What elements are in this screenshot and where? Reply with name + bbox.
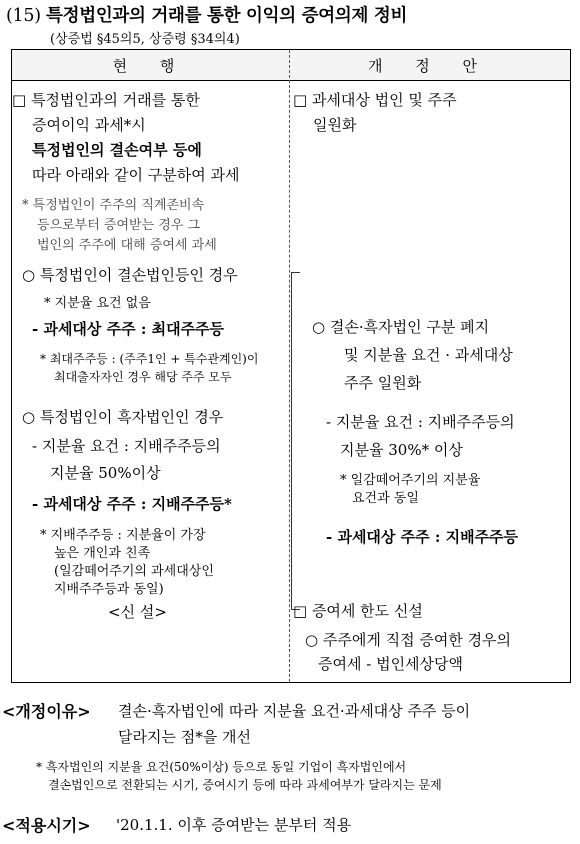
proposed-item-heading: □ 과세대상 법인 및 주주 (293, 91, 457, 109)
reason-label: <개정이유> (2, 702, 91, 721)
proposed-item-line: 주주 일원화 (344, 374, 422, 392)
current-note: 최대출자자인 경우 해당 주주 모두 (54, 370, 232, 384)
current-note: * 지배주주등 : 지분율이 가장 (40, 528, 206, 543)
column-divider (289, 50, 290, 682)
proposed-note: * 일감떼어주기의 지분율 (340, 473, 481, 488)
proposed-item-line: - 과세대상 주주 : 지배주주등 (326, 528, 519, 546)
apply-text: '20.1.1. 이후 증여받는 분부터 적용 (116, 816, 352, 834)
proposed-item-line: 증여세 - 법인세상당액 (318, 655, 464, 673)
proposed-item-line: - 지분율 요건 : 지배주주등의 (326, 413, 515, 431)
reason-footnote: 결손법인으로 전환되는 시기, 증여시기 등에 따라 과세여부가 달라지는 문제 (48, 778, 442, 792)
bracket-line (291, 272, 300, 610)
reason-text: 달라지는 점*을 개선 (118, 728, 251, 746)
proposed-item-line: 및 지분율 요건 · 과세대상 (344, 346, 513, 364)
section-heading: 특정법인과의 거래를 통한 이익의 증여의제 정비 (46, 6, 408, 26)
current-item-line: 증여이익 과세*시 (32, 116, 146, 134)
current-item-line: - 과세대상 주주 : 최대주주등 (32, 320, 225, 338)
proposed-note: 요건과 동일 (352, 491, 419, 506)
current-note: * 지분율 요건 없음 (44, 296, 151, 311)
current-footnote: * 특정법인이 주주의 직계존비속 (22, 198, 205, 213)
current-case-deficit: ○ 특정법인이 결손법인등인 경우 (22, 266, 238, 284)
current-item-line: 지분율 50%이상 (50, 464, 161, 482)
proposed-item-line: 일원화 (313, 116, 357, 134)
current-note: 높은 개인과 친족 (54, 546, 151, 561)
current-item-line: 특정법인의 결손여부 등에 (32, 141, 202, 159)
column-header-proposed: 개 정 안 (367, 57, 491, 75)
current-item-line: 따라 아래와 같이 구분하여 과세 (32, 166, 240, 184)
reason-text: 결손·흑자법인에 따라 지분율 요건·과세대상 주주 등이 (118, 702, 471, 720)
section-subtitle: (상증법 §45의5, 상증령 §34의4) (50, 32, 240, 47)
current-case-surplus: ○ 특정법인이 흑자법인인 경우 (22, 408, 224, 426)
current-note: * 최대주주등 : (주주1인 + 특수관계인)이 (40, 352, 259, 366)
section-number: (15) (6, 6, 41, 26)
current-note: 지배주주등과 동일) (54, 582, 164, 597)
apply-label: <적용시기> (2, 816, 91, 835)
current-item-line: - 과세대상 주주 : 지배주주등* (32, 495, 232, 513)
current-item-heading: □ 특정법인과의 거래를 통한 (12, 91, 200, 109)
proposed-item-heading: □ 증여세 한도 신설 (293, 602, 423, 620)
reason-footnote: * 흑자법인의 지분율 요건(50%이상) 등으로 동일 기업이 흑자법인에서 (36, 760, 407, 774)
current-footnote: 법인의 주주에 대해 증여세 과세 (37, 238, 217, 253)
proposed-case: ○ 주주에게 직접 증여한 경우의 (305, 631, 512, 649)
table-header (12, 50, 570, 81)
current-footnote: 등으로부터 증여받는 경우 그 (37, 218, 201, 233)
current-item-line: - 지분율 요건 : 지배주주등의 (32, 437, 221, 455)
proposed-case: ○ 결손·흑자법인 구분 폐지 (312, 318, 490, 336)
proposed-item-line: 지분율 30%* 이상 (340, 441, 463, 459)
section-title (6, 2, 407, 27)
column-header-current: 현 행 (112, 57, 189, 75)
current-note: (일감떼어주기의 과세대상인 (54, 564, 214, 579)
current-new-placeholder: <신 설> (108, 603, 167, 621)
